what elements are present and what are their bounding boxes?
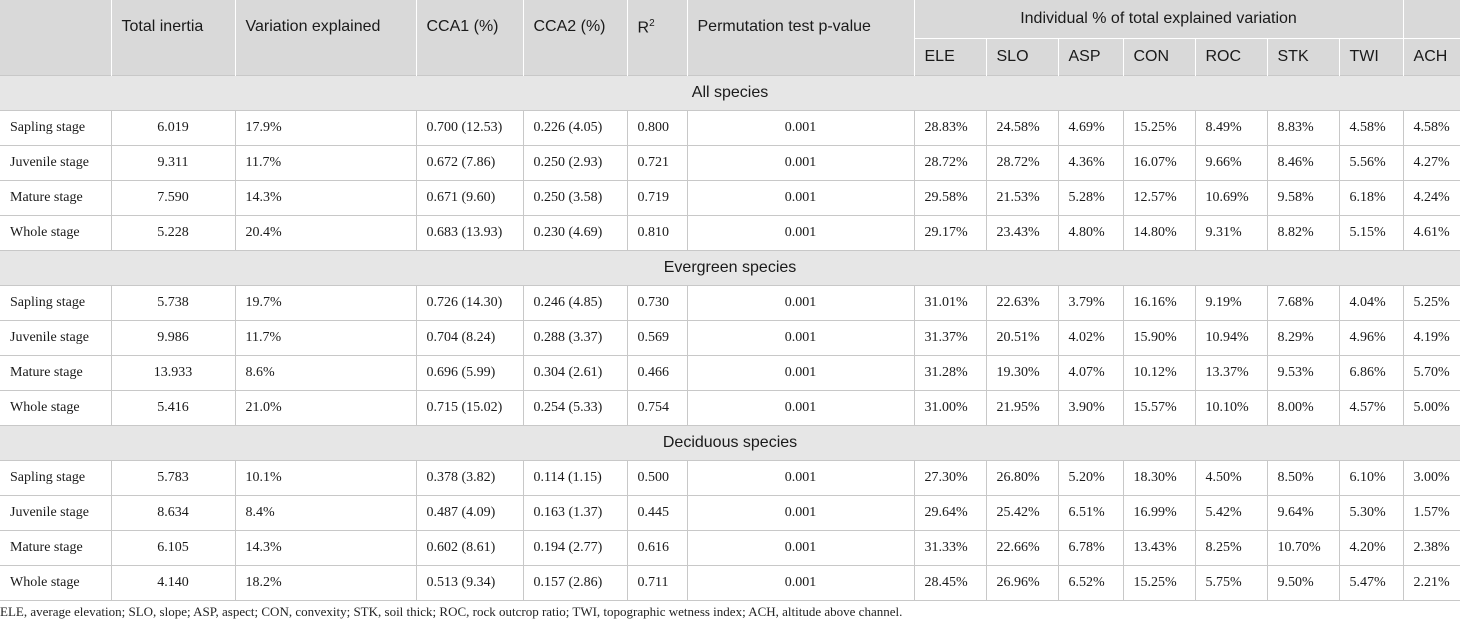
table-cell: 6.52%: [1058, 565, 1123, 600]
table-cell: 28.72%: [986, 145, 1058, 180]
table-cell: 4.80%: [1058, 215, 1123, 250]
header-individual: Individual % of total explained variation: [914, 0, 1403, 38]
header-var-twi: TWI: [1339, 38, 1403, 75]
table-cell: 0.001: [687, 215, 914, 250]
table-cell: 0.754: [627, 390, 687, 425]
table-cell: 0.163 (1.37): [523, 495, 627, 530]
table-cell: 29.17%: [914, 215, 986, 250]
table-row: [0, 110, 1460, 145]
table-cell: 4.69%: [1058, 110, 1123, 145]
table-cell: 18.2%: [235, 565, 416, 600]
table-cell: 21.0%: [235, 390, 416, 425]
table-cell: 7.68%: [1267, 285, 1339, 320]
table-cell: 5.228: [111, 215, 235, 250]
table-row: [0, 495, 1460, 530]
table-cell: 0.616: [627, 530, 687, 565]
header-cca2: CCA2 (%): [523, 0, 627, 75]
table-row: [0, 320, 1460, 355]
table-cell: 0.250 (2.93): [523, 145, 627, 180]
table-cell: 10.10%: [1195, 390, 1267, 425]
table-cell: 31.37%: [914, 320, 986, 355]
table-cell: 9.50%: [1267, 565, 1339, 600]
table-cell: 18.30%: [1123, 460, 1195, 495]
table-cell: 9.31%: [1195, 215, 1267, 250]
table-cell: 0.715 (15.02): [416, 390, 523, 425]
table-cell: 29.64%: [914, 495, 986, 530]
table-cell: 0.726 (14.30): [416, 285, 523, 320]
table-cell: 12.57%: [1123, 180, 1195, 215]
table-cell: 9.19%: [1195, 285, 1267, 320]
table-cell: 5.30%: [1339, 495, 1403, 530]
table-cell: 5.56%: [1339, 145, 1403, 180]
table-cell: 0.288 (3.37): [523, 320, 627, 355]
table-cell: 6.019: [111, 110, 235, 145]
table-cell: 3.90%: [1058, 390, 1123, 425]
table-cell: 13.43%: [1123, 530, 1195, 565]
table-cell: 28.83%: [914, 110, 986, 145]
table-cell: 10.70%: [1267, 530, 1339, 565]
table-cell: 26.80%: [986, 460, 1058, 495]
table-cell: 0.704 (8.24): [416, 320, 523, 355]
table-cell: 2.38%: [1403, 530, 1460, 565]
table-cell: 21.95%: [986, 390, 1058, 425]
group-row: [0, 425, 1460, 460]
table-cell: 9.311: [111, 145, 235, 180]
table-cell: 16.16%: [1123, 285, 1195, 320]
table-cell: 0.683 (13.93): [416, 215, 523, 250]
table-row: [0, 565, 1460, 600]
table-cell: 29.58%: [914, 180, 986, 215]
table-footnote: ELE, average elevation; SLO, slope; ASP, aspect; CON, convexity; STK, soil thick; ROC, rock outcrop ratio; TWI, topographic wetness index; ACH, altitude above channel.: [0, 604, 903, 619]
table-cell: 9.66%: [1195, 145, 1267, 180]
table-cell: 0.001: [687, 320, 914, 355]
table-cell: 0.672 (7.86): [416, 145, 523, 180]
table-cell: 9.986: [111, 320, 235, 355]
table-cell: 17.9%: [235, 110, 416, 145]
table-row: [0, 180, 1460, 215]
table-cell: 0.378 (3.82): [416, 460, 523, 495]
table-cell: 8.6%: [235, 355, 416, 390]
table-cell: 16.99%: [1123, 495, 1195, 530]
table-cell: 0.800: [627, 110, 687, 145]
table-cell: 15.25%: [1123, 110, 1195, 145]
table-cell: 4.57%: [1339, 390, 1403, 425]
table-cell: 0.513 (9.34): [416, 565, 523, 600]
table-cell: 0.250 (3.58): [523, 180, 627, 215]
table-cell: 13.37%: [1195, 355, 1267, 390]
group-row: [0, 250, 1460, 285]
table-cell: 6.51%: [1058, 495, 1123, 530]
table-cell: 1.57%: [1403, 495, 1460, 530]
table-cell: 4.02%: [1058, 320, 1123, 355]
table-cell: 31.01%: [914, 285, 986, 320]
header-cca1: CCA1 (%): [416, 0, 523, 75]
table-cell: 6.78%: [1058, 530, 1123, 565]
table-cell: 20.4%: [235, 215, 416, 250]
table-cell: 2.21%: [1403, 565, 1460, 600]
table-row: [0, 285, 1460, 320]
table-cell: 4.04%: [1339, 285, 1403, 320]
table-cell: 16.07%: [1123, 145, 1195, 180]
header-var-slo: SLO: [986, 38, 1058, 75]
table-cell: 14.80%: [1123, 215, 1195, 250]
table-cell: 11.7%: [235, 320, 416, 355]
header-r2-sup: 2: [649, 18, 655, 29]
header-var-stk: STK: [1267, 38, 1339, 75]
table-cell: 0.487 (4.09): [416, 495, 523, 530]
table-cell: 0.721: [627, 145, 687, 180]
table-cell: 8.25%: [1195, 530, 1267, 565]
table-cell: 0.810: [627, 215, 687, 250]
row-label: Juvenile stage: [0, 495, 111, 530]
table-cell: 6.18%: [1339, 180, 1403, 215]
header-var-ele: ELE: [914, 38, 986, 75]
table-cell: 0.602 (8.61): [416, 530, 523, 565]
table-cell: 8.83%: [1267, 110, 1339, 145]
table-cell: 0.001: [687, 355, 914, 390]
table-cell: 8.46%: [1267, 145, 1339, 180]
table-cell: 8.634: [111, 495, 235, 530]
table-cell: 5.15%: [1339, 215, 1403, 250]
row-label: Whole stage: [0, 390, 111, 425]
table-cell: 6.105: [111, 530, 235, 565]
table-cell: 8.82%: [1267, 215, 1339, 250]
table-cell: 0.001: [687, 530, 914, 565]
table-cell: 0.500: [627, 460, 687, 495]
header-var-ach: ACH: [1403, 38, 1460, 75]
table-cell: 0.445: [627, 495, 687, 530]
row-label: Whole stage: [0, 215, 111, 250]
table-cell: 0.569: [627, 320, 687, 355]
table-cell: 0.254 (5.33): [523, 390, 627, 425]
table-cell: 4.50%: [1195, 460, 1267, 495]
table-cell: 0.194 (2.77): [523, 530, 627, 565]
table-cell: 0.246 (4.85): [523, 285, 627, 320]
table-row: [0, 390, 1460, 425]
table-cell: 22.63%: [986, 285, 1058, 320]
group-row: [0, 75, 1460, 110]
table-cell: 0.700 (12.53): [416, 110, 523, 145]
table-cell: 0.226 (4.05): [523, 110, 627, 145]
table-cell: 5.70%: [1403, 355, 1460, 390]
table-cell: 0.001: [687, 460, 914, 495]
table-cell: 24.58%: [986, 110, 1058, 145]
table-row: [0, 355, 1460, 390]
table-cell: 31.33%: [914, 530, 986, 565]
table-cell: 0.671 (9.60): [416, 180, 523, 215]
table-cell: 31.00%: [914, 390, 986, 425]
table-cell: 28.45%: [914, 565, 986, 600]
table-cell: 14.3%: [235, 180, 416, 215]
table-cell: 7.590: [111, 180, 235, 215]
table-cell: 0.001: [687, 495, 914, 530]
table-cell: 4.140: [111, 565, 235, 600]
table-cell: 4.07%: [1058, 355, 1123, 390]
table-cell: 4.36%: [1058, 145, 1123, 180]
table-cell: 5.00%: [1403, 390, 1460, 425]
table-cell: 4.96%: [1339, 320, 1403, 355]
table-cell: 0.711: [627, 565, 687, 600]
table-cell: 5.42%: [1195, 495, 1267, 530]
table-cell: 28.72%: [914, 145, 986, 180]
table-cell: 0.157 (2.86): [523, 565, 627, 600]
table-row: [0, 215, 1460, 250]
table-cell: 0.696 (5.99): [416, 355, 523, 390]
table-cell: 3.00%: [1403, 460, 1460, 495]
table-row: [0, 145, 1460, 180]
group-label: All species: [0, 75, 1460, 110]
header-total-inertia: Total inertia: [111, 0, 235, 75]
row-label: Mature stage: [0, 530, 111, 565]
table-cell: 5.416: [111, 390, 235, 425]
row-label: Mature stage: [0, 180, 111, 215]
group-label: Deciduous species: [0, 425, 1460, 460]
table-cell: 4.27%: [1403, 145, 1460, 180]
header-blank: [1403, 0, 1460, 38]
table-cell: 8.50%: [1267, 460, 1339, 495]
table-cell: 6.86%: [1339, 355, 1403, 390]
table-cell: 27.30%: [914, 460, 986, 495]
table-cell: 31.28%: [914, 355, 986, 390]
table-cell: 8.49%: [1195, 110, 1267, 145]
table-cell: 0.001: [687, 145, 914, 180]
table-cell: 5.25%: [1403, 285, 1460, 320]
table-cell: 9.64%: [1267, 495, 1339, 530]
table-cell: 0.001: [687, 285, 914, 320]
header-var-con: CON: [1123, 38, 1195, 75]
table-body: [0, 75, 1460, 600]
table-row: [0, 460, 1460, 495]
header-var-asp: ASP: [1058, 38, 1123, 75]
table-cell: 19.7%: [235, 285, 416, 320]
table-cell: 4.20%: [1339, 530, 1403, 565]
table-cell: 25.42%: [986, 495, 1058, 530]
table-cell: 5.75%: [1195, 565, 1267, 600]
header-r2-base: R: [637, 19, 650, 37]
table-cell: 5.783: [111, 460, 235, 495]
table-cell: 0.001: [687, 110, 914, 145]
table-cell: 13.933: [111, 355, 235, 390]
table-cell: 10.12%: [1123, 355, 1195, 390]
table-cell: 5.738: [111, 285, 235, 320]
table-cell: 4.58%: [1403, 110, 1460, 145]
table-cell: 9.53%: [1267, 355, 1339, 390]
row-label: Sapling stage: [0, 110, 111, 145]
table-cell: 10.94%: [1195, 320, 1267, 355]
table-cell: 11.7%: [235, 145, 416, 180]
row-label: Sapling stage: [0, 460, 111, 495]
table-cell: 26.96%: [986, 565, 1058, 600]
table-cell: 20.51%: [986, 320, 1058, 355]
table-header: [0, 0, 1460, 75]
table-cell: 0.001: [687, 180, 914, 215]
table-cell: 4.24%: [1403, 180, 1460, 215]
table-cell: 10.69%: [1195, 180, 1267, 215]
table-cell: 0.001: [687, 390, 914, 425]
table-cell: 15.25%: [1123, 565, 1195, 600]
table-cell: 14.3%: [235, 530, 416, 565]
table-cell: 8.29%: [1267, 320, 1339, 355]
table-cell: 22.66%: [986, 530, 1058, 565]
table-cell: 0.730: [627, 285, 687, 320]
table-cell: 23.43%: [986, 215, 1058, 250]
table-cell: 15.57%: [1123, 390, 1195, 425]
table-row: [0, 530, 1460, 565]
table-cell: 0.466: [627, 355, 687, 390]
table-cell: 15.90%: [1123, 320, 1195, 355]
table-cell: 9.58%: [1267, 180, 1339, 215]
table-cell: 3.79%: [1058, 285, 1123, 320]
table-cell: 5.28%: [1058, 180, 1123, 215]
table-cell: 8.4%: [235, 495, 416, 530]
table-cell: 10.1%: [235, 460, 416, 495]
table-cell: 0.114 (1.15): [523, 460, 627, 495]
table-cell: 4.58%: [1339, 110, 1403, 145]
header-r2: [627, 0, 687, 75]
row-label: Sapling stage: [0, 285, 111, 320]
table-cell: 0.719: [627, 180, 687, 215]
table-cell: 5.47%: [1339, 565, 1403, 600]
row-label: Whole stage: [0, 565, 111, 600]
header-row-label: [0, 0, 111, 75]
table-cell: 4.61%: [1403, 215, 1460, 250]
table-cell: 0.304 (2.61): [523, 355, 627, 390]
table-cell: 19.30%: [986, 355, 1058, 390]
table-cell: 8.00%: [1267, 390, 1339, 425]
table-cell: 4.19%: [1403, 320, 1460, 355]
row-label: Juvenile stage: [0, 145, 111, 180]
table-cell: 5.20%: [1058, 460, 1123, 495]
table-cell: 21.53%: [986, 180, 1058, 215]
table-cell: 0.230 (4.69): [523, 215, 627, 250]
row-label: Juvenile stage: [0, 320, 111, 355]
table-cell: 6.10%: [1339, 460, 1403, 495]
table-cell: 0.001: [687, 565, 914, 600]
header-var-roc: ROC: [1195, 38, 1267, 75]
header-permutation: Permutation test p-value: [687, 0, 914, 75]
group-label: Evergreen species: [0, 250, 1460, 285]
header-variation-explained: Variation explained: [235, 0, 416, 75]
row-label: Mature stage: [0, 355, 111, 390]
